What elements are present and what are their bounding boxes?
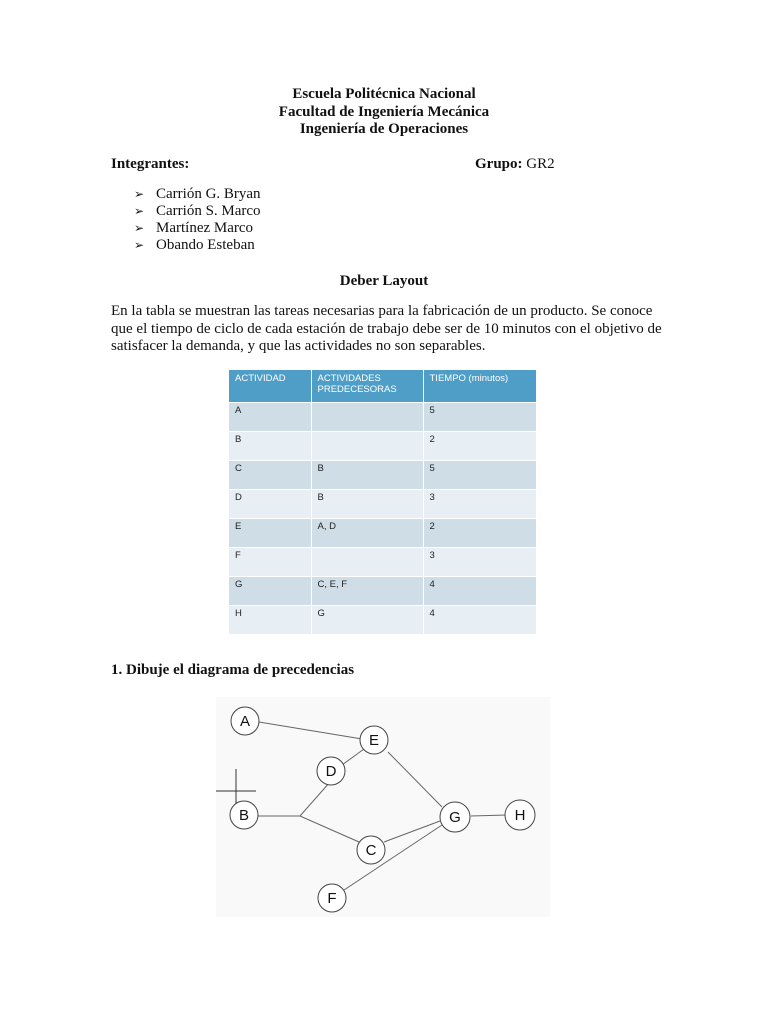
node-d bbox=[317, 757, 345, 785]
node-c bbox=[357, 836, 385, 864]
col-header-time: TIEMPO (minutos) bbox=[423, 370, 536, 403]
svg-text:G: G bbox=[449, 809, 461, 826]
table-row: B 2 bbox=[229, 432, 536, 461]
table-row: G C, E, F 4 bbox=[229, 577, 536, 606]
list-item: ➢ Carrión S. Marco bbox=[134, 203, 261, 219]
svg-text:H: H bbox=[514, 807, 526, 824]
node-f bbox=[318, 884, 346, 912]
svg-text:F: F bbox=[327, 890, 337, 907]
group-info bbox=[475, 155, 555, 173]
precedence-diagram bbox=[216, 697, 550, 917]
svg-text:B: B bbox=[238, 807, 250, 824]
faculty-name: Facultad de Ingeniería Mecánica bbox=[278, 104, 490, 120]
node-g bbox=[440, 802, 470, 832]
group-label: Grupo: bbox=[475, 156, 523, 172]
edge-d-e bbox=[342, 749, 364, 765]
table-row: C B 5 bbox=[229, 461, 536, 490]
table-row: A 5 bbox=[229, 403, 536, 432]
table-row: H G 4 bbox=[229, 606, 536, 635]
edge-g-h bbox=[471, 815, 507, 816]
node-b bbox=[230, 801, 258, 829]
node-a bbox=[231, 707, 259, 735]
table-row: E A, D 2 bbox=[229, 519, 536, 548]
members-list bbox=[134, 186, 261, 254]
activities-table bbox=[229, 370, 537, 634]
question-1-heading: 1. Dibuje el diagrama de precedencias bbox=[111, 662, 355, 678]
course-name: Ingeniería de Operaciones bbox=[299, 121, 469, 137]
list-item: ➢ Obando Esteban bbox=[134, 237, 255, 253]
arrow-bullet-icon: ➢ bbox=[134, 221, 145, 235]
list-item: ➢ Carrión G. Bryan bbox=[134, 186, 261, 202]
school-name: Escuela Politécnica Nacional bbox=[292, 86, 476, 102]
intro-paragraph: En la tabla se muestran las tareas necesarias para la fabricación de un producto. Se conoce que el tiempo de ciclo de cada estación de trabajo debe ser de 10 minutos con el objetivo de satisfacer la demanda, y que las actividades no son separables. bbox=[111, 303, 662, 354]
list-item: ➢ Martínez Marco bbox=[134, 220, 254, 236]
svg-text:A: A bbox=[239, 713, 251, 730]
integrantes-label: Integrantes: bbox=[111, 156, 190, 172]
table-header-row bbox=[229, 370, 536, 403]
table-row: F 3 bbox=[229, 548, 536, 577]
assignment-title: Deber Layout bbox=[339, 273, 429, 289]
node-h bbox=[505, 800, 535, 830]
arrow-bullet-icon: ➢ bbox=[134, 187, 145, 201]
table-row: D B 3 bbox=[229, 490, 536, 519]
edge-a-e bbox=[259, 722, 362, 739]
group-value: GR2 bbox=[526, 156, 555, 172]
node-e bbox=[360, 726, 388, 754]
svg-text:C: C bbox=[365, 842, 377, 859]
edge-split-c bbox=[300, 816, 359, 842]
edge-e-g bbox=[388, 752, 442, 807]
arrow-bullet-icon: ➢ bbox=[134, 238, 145, 252]
arrow-bullet-icon: ➢ bbox=[134, 204, 145, 218]
col-header-activity: ACTIVIDAD bbox=[229, 370, 311, 403]
col-header-predecessors: ACTIVIDADES PREDECESORAS bbox=[311, 370, 423, 403]
svg-text:E: E bbox=[368, 732, 380, 749]
edge-split-d bbox=[300, 782, 330, 816]
svg-text:D: D bbox=[325, 763, 337, 780]
